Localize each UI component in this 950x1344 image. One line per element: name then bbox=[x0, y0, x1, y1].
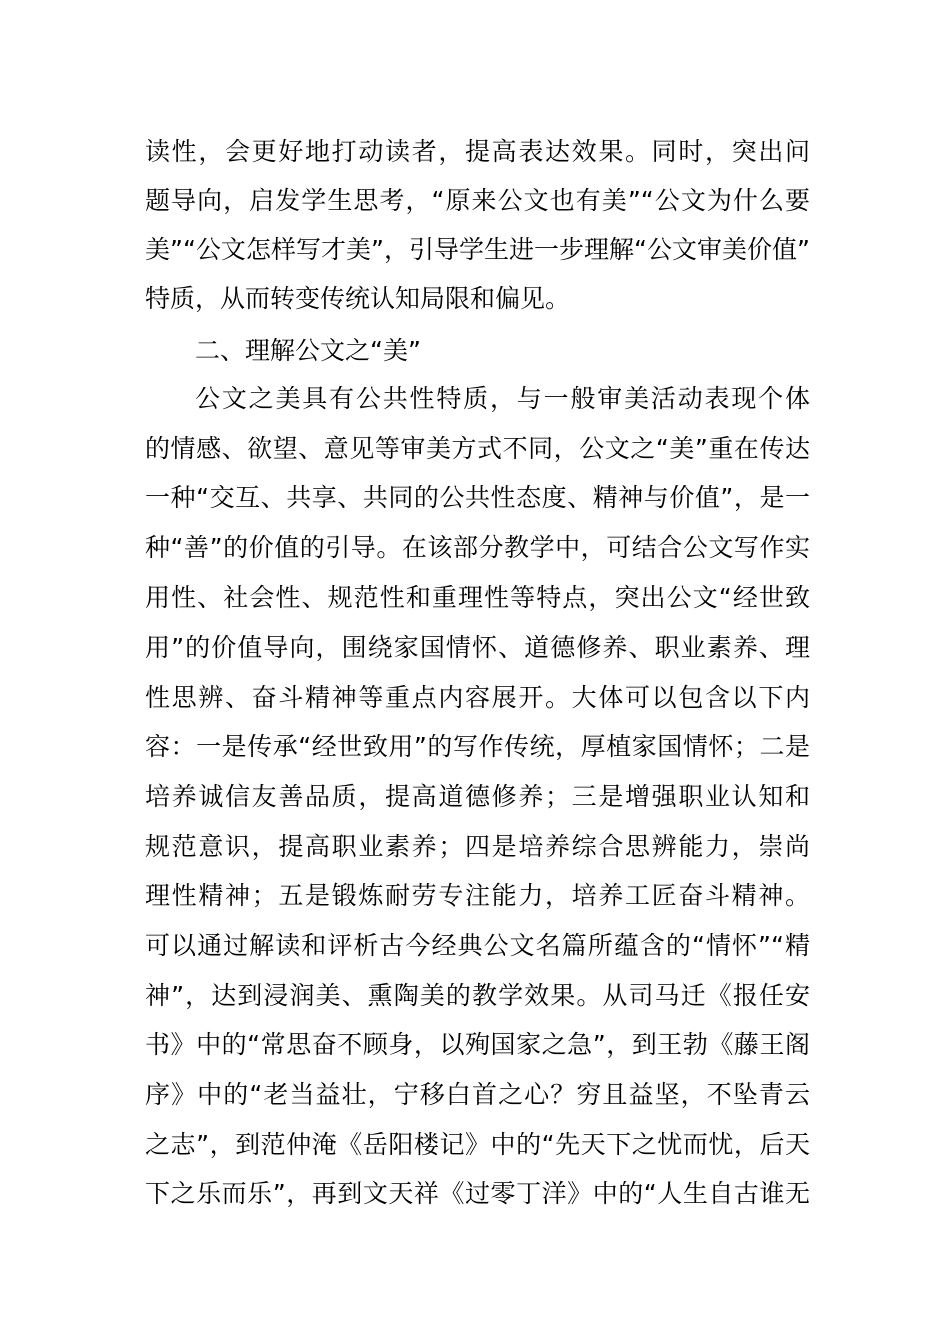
paragraph-line: 种“善”的价值的引导。在该部分教学中，可结合公文写作实 bbox=[145, 533, 810, 562]
paragraph-line: 性思辨、奋斗精神等重点内容展开。大体可以包含以下内 bbox=[145, 683, 810, 712]
paragraph-line: 培养诚信友善品质，提高道德修养；三是增强职业认知和 bbox=[145, 782, 810, 811]
paragraph-line: 用”的价值导向，围绕家国情怀、道德修养、职业素养、理 bbox=[145, 633, 810, 662]
paragraph-line: 特质，从而转变传统认知局限和偏见。 bbox=[145, 284, 571, 313]
paragraph-line: 可以通过解读和评析古今经典公文名篇所蕴含的“情怀”“精 bbox=[145, 931, 810, 960]
paragraph-line: 读性，会更好地打动读者，提高表达效果。同时，突出问 bbox=[145, 137, 810, 166]
paragraph-line: 题导向，启发学生思考，“原来公文也有美”“公文为什么要 bbox=[145, 186, 810, 215]
paragraph-line: 一种“交互、共享、共同的公共性态度、精神与价值”，是一 bbox=[145, 483, 810, 512]
paragraph-line: 的情感、欲望、意见等审美方式不同，公文之“美”重在传达 bbox=[145, 434, 810, 463]
paragraph-line: 公文之美具有公共性特质，与一般审美活动表现个体 bbox=[195, 384, 810, 413]
paragraph-line: 容：一是传承“经世致用”的写作传统，厚植家国情怀；二是 bbox=[145, 732, 810, 761]
paragraph-line: 书》中的“常思奋不顾身，以殉国家之急”，到王勃《藤王阁 bbox=[145, 1030, 810, 1059]
paragraph-line: 理性精神；五是锻炼耐劳专注能力，培养工匠奋斗精神。 bbox=[145, 881, 810, 910]
paragraph-line: 之志”，到范仲淹《岳阳楼记》中的“先天下之忧而忧，后天 bbox=[145, 1130, 810, 1159]
section-heading: 二、理解公文之“美” bbox=[195, 336, 421, 365]
paragraph-line: 美”“公文怎样写才美”，引导学生进一步理解“公文审美价值” bbox=[145, 235, 810, 264]
paragraph-line: 用性、社会性、规范性和重理性等特点，突出公文“经世致 bbox=[145, 583, 810, 612]
paragraph-line: 下之乐而乐”，再到文天祥《过零丁洋》中的“人生自古谁无 bbox=[145, 1179, 810, 1208]
paragraph-line: 规范意识，提高职业素养；四是培养综合思辨能力，崇尚 bbox=[145, 832, 810, 861]
paragraph-line: 序》中的“老当益壮，宁移白首之心？穷且益坚，不坠青云 bbox=[145, 1080, 810, 1109]
paragraph-line: 神”，达到浸润美、熏陶美的教学效果。从司马迁《报任安 bbox=[145, 981, 810, 1010]
